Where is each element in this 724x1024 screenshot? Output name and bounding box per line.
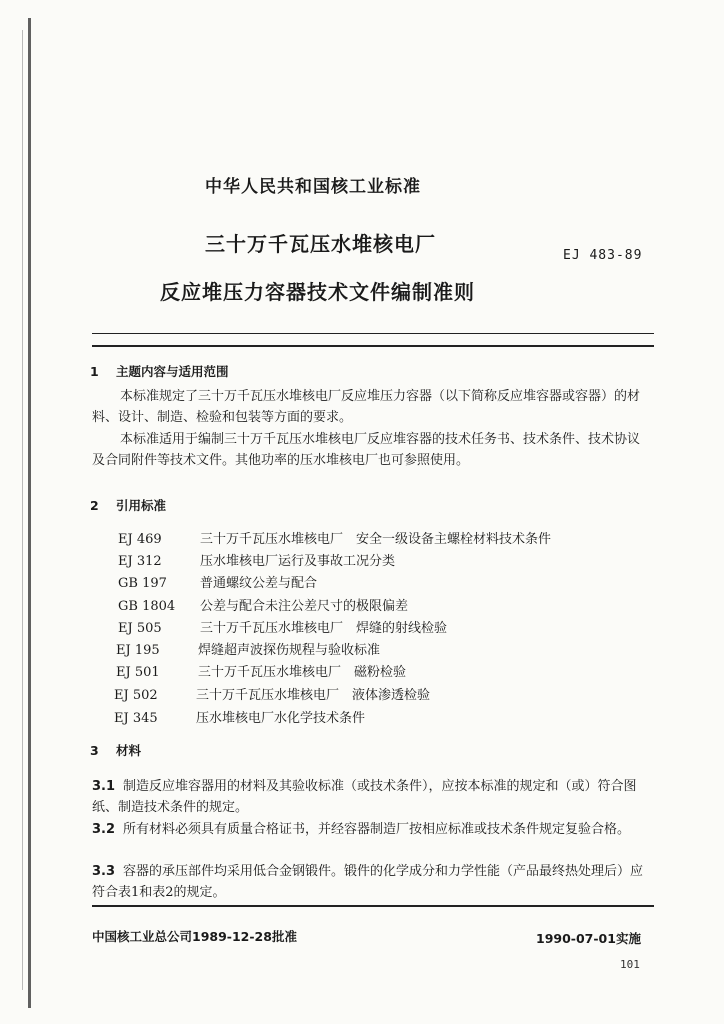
header-rule-thick [92, 345, 654, 347]
reference-row [116, 661, 406, 680]
section-1-number: 1 [90, 364, 99, 379]
section-2-number: 2 [90, 498, 99, 513]
reference-code: EJ 195 [116, 643, 160, 658]
reference-row [116, 639, 380, 658]
clause-number: 3.1 [92, 779, 116, 794]
header-rule-thin [92, 333, 654, 334]
reference-row [114, 707, 365, 726]
document-title-line2: 反应堆压力容器技术文件编制准则 [160, 280, 475, 304]
reference-code: EJ 501 [116, 665, 160, 680]
reference-title: 压水堆核电厂运行及事故工况分类 [200, 554, 396, 569]
clause-text: 所有材料必须具有质量合格证书，并经容器制造厂按相应标准或技术条件规定复验合格。 [123, 822, 631, 837]
reference-title: 焊缝超声波探伤规程与验收标准 [198, 643, 381, 658]
document-title-line1: 三十万千瓦压水堆核电厂 [205, 232, 436, 256]
clause-number: 3.3 [92, 864, 116, 879]
reference-row [118, 550, 395, 569]
reference-code: GB 1804 [118, 599, 176, 614]
reference-row [118, 595, 408, 614]
standard-number: EJ 483-89 [563, 248, 643, 263]
clause-text: 制造反应堆容器用的材料及其验收标准（或技术条件），应按本标准的规定和（或）符合图纸、制造技术条件的规定。 [92, 779, 637, 815]
scan-binding-shadow [22, 30, 23, 990]
section-2-heading [90, 496, 166, 514]
reference-code: EJ 345 [114, 711, 158, 726]
clause-3-1 [92, 776, 652, 818]
reference-row [118, 572, 317, 591]
reference-title: 三十万千瓦压水堆核电厂 安全一级设备主螺栓材料技术条件 [200, 532, 552, 547]
section-3-heading [90, 741, 141, 759]
implementation-date: 1990-07-01实施 [536, 931, 641, 946]
reference-title: 三十万千瓦压水堆核电厂 液体渗透检验 [196, 688, 431, 703]
section-3-title: 材料 [116, 743, 142, 758]
reference-code: EJ 502 [114, 688, 158, 703]
reference-code: EJ 469 [118, 532, 162, 547]
reference-title: 三十万千瓦压水堆核电厂 磁粉检验 [198, 665, 407, 680]
reference-row [118, 528, 551, 547]
page-number: 101 [620, 958, 640, 971]
clause-3-2 [92, 819, 652, 840]
section-1-title: 主题内容与适用范围 [116, 364, 229, 379]
reference-code: EJ 505 [118, 621, 162, 636]
section-3-number: 3 [90, 743, 99, 758]
scan-binding-edge [28, 18, 31, 1008]
section-1-heading [90, 362, 229, 380]
reference-title: 公差与配合未注公差尺寸的极限偏差 [200, 599, 409, 614]
approval-statement: 中国核工业总公司1989-12-28批准 [92, 929, 297, 944]
reference-title: 三十万千瓦压水堆核电厂 焊缝的射线检验 [200, 621, 448, 636]
reference-title: 压水堆核电厂水化学技术条件 [196, 711, 366, 726]
reference-row [118, 617, 447, 636]
clause-text: 容器的承压部件均采用低合金钢锻件。锻件的化学成分和力学性能（产品最终热处理后）应符合表1和表2的规定。 [92, 864, 644, 900]
section-2-title: 引用标准 [116, 498, 167, 513]
reference-code: EJ 312 [118, 554, 162, 569]
reference-title: 普通螺纹公差与配合 [200, 576, 318, 591]
reference-code: GB 197 [118, 576, 167, 591]
organization-title: 中华人民共和国核工业标准 [205, 177, 421, 197]
section-1-para-1: 本标准规定了三十万千瓦压水堆核电厂反应堆压力容器（以下简称反应堆容器或容器）的材料、设计、制造、检验和包装等方面的要求。 [92, 389, 641, 425]
section-1-para-2: 本标准适用于编制三十万千瓦压水堆核电厂反应堆容器的技术任务书、技术条件、技术协议及合同附件等技术文件。其他功率的压水堆核电厂也可参照使用。 [92, 432, 641, 468]
footer-rule [92, 905, 654, 907]
clause-number: 3.2 [92, 822, 116, 837]
reference-row [114, 684, 430, 703]
clause-3-3 [92, 861, 652, 903]
